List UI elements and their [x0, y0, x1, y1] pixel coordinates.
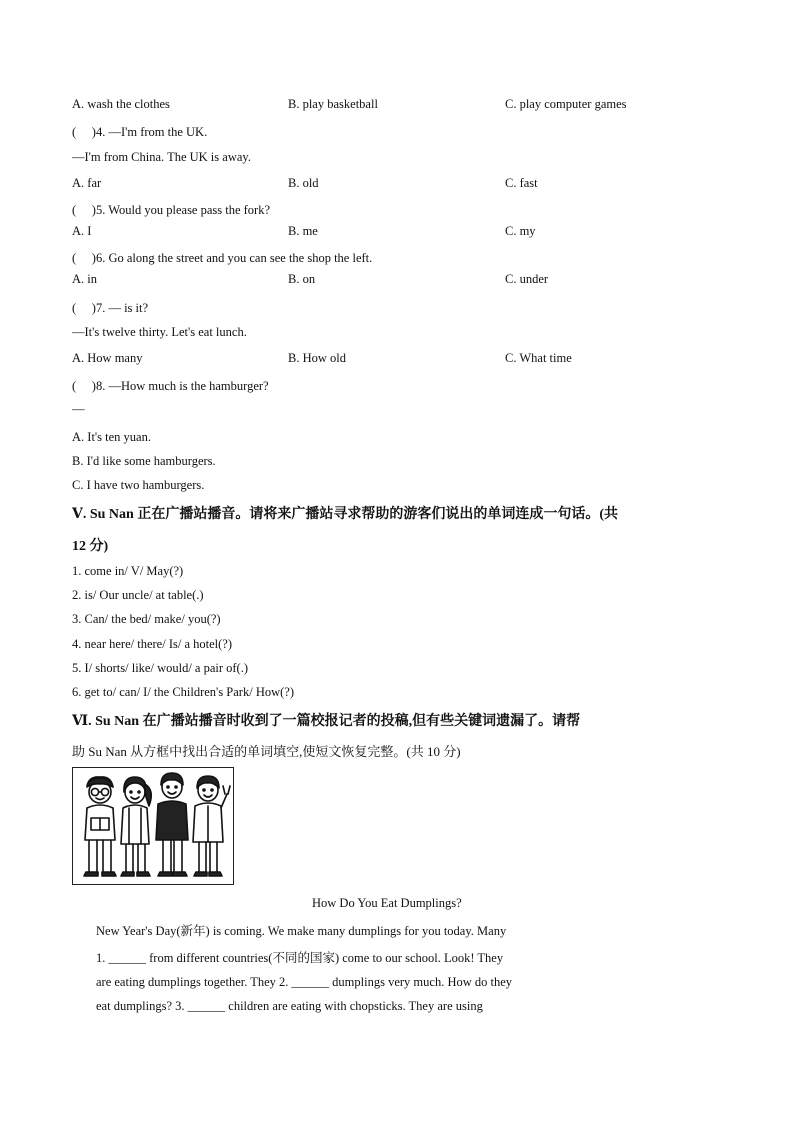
q4-stem: ( )4. —I'm from the UK.: [72, 125, 208, 139]
q7-stem: ( )7. — is it?: [72, 301, 149, 315]
q6-stem: ( )6. Go along the street and you can see the shop the left.: [72, 251, 373, 265]
children-illustration: [72, 767, 234, 885]
q6-option-b: B. on: [288, 272, 316, 286]
child-boy-glasses: [84, 777, 116, 876]
q4-option-a: A. far: [72, 176, 102, 190]
section5-item-6: 6. get to/ can/ I/ the Children's Park/ How(?): [72, 685, 294, 699]
q6-option-a: A. in: [72, 272, 97, 286]
section5-heading-line2: 12 分): [72, 539, 109, 554]
q6-option-c: C. under: [505, 272, 549, 286]
q5-option-a: A. I: [72, 224, 92, 238]
section5-item-3: 3. Can/ the bed/ make/ you(?): [72, 612, 221, 626]
q8-option-c: C. I have two hamburgers.: [72, 478, 205, 492]
q7-reply: —It's twelve thirty. Let's eat lunch.: [72, 325, 247, 339]
q4-option-b: B. old: [288, 176, 319, 190]
section6-heading-line2: 助 Su Nan 从方框中找出合适的单词填空,使短文恢复完整。(共 10 分): [72, 744, 461, 759]
passage-line-1: New Year's Day(新年) is coming. We make many dumplings for you today. Many: [96, 924, 507, 938]
q8-option-b: B. I'd like some hamburgers.: [72, 454, 216, 468]
section6-heading-line1: Ⅵ. Su Nan 在广播站播音时收到了一篇校报记者的投稿,但有些关键词遗漏了。请帮: [72, 714, 581, 729]
child-boy-waving: [193, 776, 230, 876]
section5-item-4: 4. near here/ there/ Is/ a hotel(?): [72, 637, 232, 651]
q7-option-a: A. How many: [72, 351, 143, 365]
q8-option-a: A. It's ten yuan.: [72, 430, 151, 444]
q3-option-b: B. play basketball: [288, 97, 378, 111]
passage-line-4: eat dumplings? 3. ______ children are eating with chopsticks. They are using: [96, 999, 483, 1013]
passage-title: How Do You Eat Dumplings?: [312, 896, 462, 910]
child-girl: [121, 777, 151, 876]
q8-stem: ( )8. —How much is the hamburger?: [72, 379, 269, 393]
q3-option-a: A. wash the clothes: [72, 97, 170, 111]
q7-option-b: B. How old: [288, 351, 346, 365]
q4-reply: —I'm from China. The UK is away.: [72, 150, 251, 164]
child-boy-dark-jacket: [156, 773, 188, 876]
q5-option-c: C. my: [505, 224, 536, 238]
section5-item-1: 1. come in/ V/ May(?): [72, 564, 184, 578]
children-drawing: [73, 768, 233, 884]
q5-option-b: B. me: [288, 224, 318, 238]
section5-item-5: 5. I/ shorts/ like/ would/ a pair of(.): [72, 661, 249, 675]
q4-option-c: C. fast: [505, 176, 538, 190]
q3-option-c: C. play computer games: [505, 97, 627, 111]
q8-reply: —: [72, 402, 85, 416]
passage-line-2: 1. ______ from different countries(不同的国家) come to our school. Look! They: [96, 951, 504, 965]
q7-option-c: C. What time: [505, 351, 572, 365]
q5-stem: ( )5. Would you please pass the fork?: [72, 203, 271, 217]
section5-heading-line1: Ⅴ. Su Nan 正在广播站播音。请将来广播站寻求帮助的游客们说出的单词连成一句话。(共: [72, 507, 618, 522]
section5-item-2: 2. is/ Our uncle/ at table(.): [72, 588, 204, 602]
passage-line-3: are eating dumplings together. They 2. ______ dumplings very much. How do they: [96, 975, 513, 989]
